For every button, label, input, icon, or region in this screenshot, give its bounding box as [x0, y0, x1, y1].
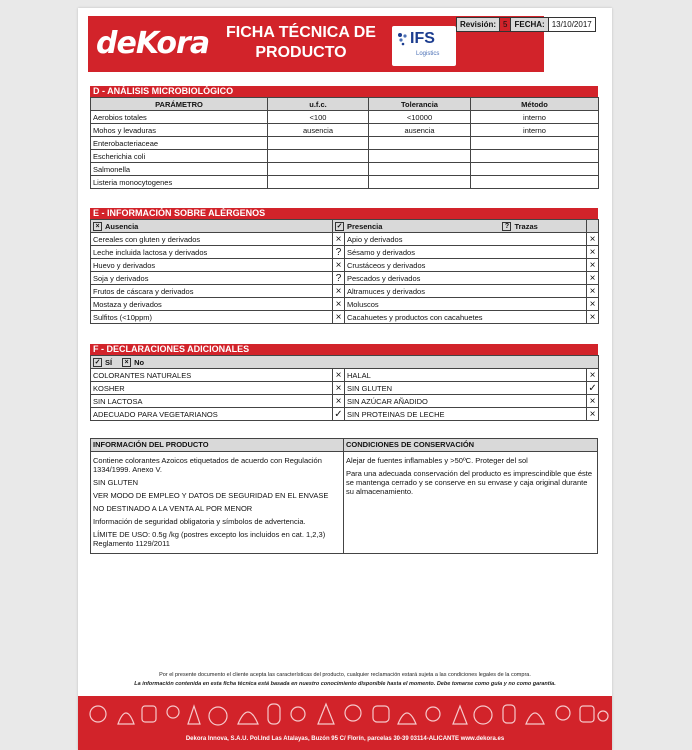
- value-cell: ausencia: [268, 124, 369, 137]
- status-mark-icon: ✓: [588, 382, 597, 394]
- value-cell: [369, 176, 471, 189]
- value-cell: [369, 137, 471, 150]
- item-label: Cacahuetes y productos con cacahuetes: [345, 311, 587, 324]
- document-page: [78, 8, 612, 750]
- allergen-legend-row: [91, 220, 599, 233]
- micro-row: [91, 111, 599, 124]
- micro-col-header: PARÁMETRO: [91, 98, 268, 111]
- allergen-row: [91, 311, 599, 324]
- storage-line: Para una adecuada conservación del producto es imprescindible que éste se mantenga cerrado y se conserve en su envase y caja original durante su almacenamiento.: [346, 469, 592, 496]
- value-cell: [471, 137, 599, 150]
- revision-value: 5: [499, 17, 511, 32]
- allergen-row: [91, 285, 599, 298]
- section-e-title: E - INFORMACIÓN SOBRE ALÉRGENOS: [90, 208, 598, 219]
- storage-title: CONDICIONES DE CONSERVACIÓN: [344, 439, 597, 452]
- ifs-dots-icon: [397, 32, 409, 46]
- item-label: COLORANTES NATURALES: [91, 369, 333, 382]
- value-cell: interno: [471, 111, 599, 124]
- item-label: Crustáceos y derivados: [345, 259, 587, 272]
- allergen-row: [91, 233, 599, 246]
- legend-check-icon: ✓: [336, 222, 343, 230]
- status-mark-icon: ×: [587, 369, 599, 382]
- parameter-cell: Mohos y levaduras: [91, 124, 268, 137]
- micro-header-row: [91, 98, 599, 111]
- value-cell: [471, 176, 599, 189]
- declaration-row: [91, 408, 599, 421]
- status-mark-icon: ×: [587, 395, 599, 408]
- section-d-title: D - ANÁLISIS MICROBIOLÓGICO: [90, 86, 598, 97]
- value-cell: [369, 150, 471, 163]
- title-line-1: FICHA TÉCNICA DE: [226, 24, 376, 41]
- storage-line: Alejar de fuentes inflamables y >50ºC. Proteger del sol: [346, 456, 528, 465]
- allergen-row: [91, 298, 599, 311]
- micro-col-header: u.f.c.: [268, 98, 369, 111]
- value-cell: ausencia: [369, 124, 471, 137]
- declaration-row: [91, 369, 599, 382]
- value-cell: interno: [471, 124, 599, 137]
- product-info-title: INFORMACIÓN DEL PRODUCTO: [91, 439, 343, 452]
- status-mark-icon: ×: [333, 311, 345, 324]
- parameter-cell: Listeria monocytogenes: [91, 176, 268, 189]
- item-label: Leche incluida lactosa y derivados: [91, 246, 333, 259]
- status-mark-icon: ×: [587, 408, 599, 421]
- item-label: Soja y derivados: [91, 272, 333, 285]
- legend-traces-label: Trazas: [514, 221, 538, 231]
- item-label: Huevo y derivados: [91, 259, 333, 272]
- parameter-cell: Escherichia coli: [91, 150, 268, 163]
- product-info-line: VER MODO DE EMPLEO Y DATOS DE SEGURIDAD EN EL ENVASE: [93, 491, 329, 500]
- legend-yes-check-icon: ✓: [94, 358, 101, 366]
- micro-row: [91, 137, 599, 150]
- value-cell: <100: [268, 111, 369, 124]
- item-label: ADECUADO PARA VEGETARIANOS: [91, 408, 333, 421]
- micro-row: [91, 150, 599, 163]
- product-info-line: LÍMITE DE USO: 0.5g /kg (postres excepto los incluidos en cat. 1,2,3) Reglamento 1129/2011: [93, 530, 326, 548]
- value-cell: [369, 163, 471, 176]
- allergen-table: [90, 219, 599, 324]
- item-label: Moluscos: [345, 298, 587, 311]
- legend-filler: [587, 220, 599, 233]
- value-cell: <10000: [369, 111, 471, 124]
- value-cell: [268, 163, 369, 176]
- item-label: HALAL: [345, 369, 587, 382]
- micro-col-header: Tolerancia: [369, 98, 471, 111]
- micro-row: [91, 163, 599, 176]
- status-mark-icon: ×: [333, 369, 345, 382]
- status-mark-icon: ×: [587, 285, 599, 298]
- legend-absence: [91, 220, 333, 233]
- product-info-line: SIN GLUTEN: [93, 478, 139, 487]
- value-cell: [471, 163, 599, 176]
- micro-col-header: Método: [471, 98, 599, 111]
- value-cell: [471, 150, 599, 163]
- legend-no-label: No: [134, 357, 145, 367]
- legend-question-icon: ?: [502, 222, 511, 231]
- product-info-line: Información de seguridad obligatoria y símbolos de advertencia.: [93, 517, 306, 526]
- revision-box: [456, 17, 595, 31]
- status-mark-icon: ×: [333, 298, 345, 311]
- legend-no-cross-icon: ×: [122, 358, 131, 367]
- item-label: SIN LACTOSA: [91, 395, 333, 408]
- date-label: FECHA:: [510, 17, 548, 32]
- status-mark-icon: ✓: [334, 408, 343, 420]
- parameter-cell: Enterobacteriaceae: [91, 137, 268, 150]
- allergen-row: [91, 246, 599, 259]
- declaration-row: [91, 382, 599, 395]
- date-value: 13/10/2017: [548, 17, 596, 32]
- legend-yes-label: SÍ: [105, 357, 113, 367]
- product-info: [91, 439, 344, 553]
- product-info-line: Contiene colorantes Azoicos etiquetados de acuerdo con Regulación 1334/1999. Anexo V.: [93, 456, 322, 474]
- status-mark-icon: ×: [587, 259, 599, 272]
- ifs-logo: [392, 26, 456, 66]
- status-mark-icon: ?: [333, 246, 345, 259]
- declarations-legend-row: [91, 356, 599, 369]
- declarations-table: [90, 355, 599, 421]
- declaration-row: [91, 395, 599, 408]
- status-mark-icon: ×: [587, 311, 599, 324]
- status-mark-icon: ?: [333, 272, 345, 285]
- status-mark-icon: ×: [587, 298, 599, 311]
- item-label: Apio y derivados: [345, 233, 587, 246]
- item-label: Cereales con gluten y derivados: [91, 233, 333, 246]
- status-mark-icon: ×: [333, 395, 345, 408]
- item-label: Frutos de cáscara y derivados: [91, 285, 333, 298]
- item-label: Pescados y derivados: [345, 272, 587, 285]
- status-mark-icon: ×: [333, 382, 345, 395]
- footer-note: La información contenida en esta ficha técnica está basada en nuestro conocimiento disponible hasta el momento. Debe tomarse como guía y no como garantía.: [134, 681, 556, 687]
- item-label: Mostaza y derivados: [91, 298, 333, 311]
- micro-table: [90, 97, 599, 189]
- status-mark-icon: ×: [333, 259, 345, 272]
- legend-presence: [333, 220, 587, 233]
- allergen-row: [91, 272, 599, 285]
- footer-banner: [78, 696, 612, 750]
- item-label: Sulfitos (<10ppm): [91, 311, 333, 324]
- sweets-pattern-icon: [78, 696, 612, 734]
- legend-cross-icon: ×: [93, 222, 102, 231]
- status-mark-icon: ×: [333, 285, 345, 298]
- value-cell: [268, 150, 369, 163]
- brand-logo: deKora: [96, 26, 210, 61]
- product-info-line: NO DESTINADO A LA VENTA AL POR MENOR: [93, 504, 253, 513]
- parameter-cell: Aerobios totales: [91, 111, 268, 124]
- declarations-legend: [91, 356, 599, 369]
- micro-row: [91, 176, 599, 189]
- info-section: [90, 438, 598, 554]
- item-label: KOSHER: [91, 382, 333, 395]
- ifs-logo-subtitle: Logistics: [416, 51, 440, 57]
- footer-disclaimer: Por el presente documento el cliente acepta las características del producto, cualquier reclamación estará sujeta a las condiciones legales de la compra.: [159, 672, 531, 678]
- status-mark-icon: ×: [587, 246, 599, 259]
- legend-absence-label: Ausencia: [105, 221, 139, 231]
- value-cell: [268, 176, 369, 189]
- legend-presence-label: Presencia: [347, 221, 383, 231]
- status-mark-icon: ×: [587, 272, 599, 285]
- item-label: Sésamo y derivados: [345, 246, 587, 259]
- allergen-row: [91, 259, 599, 272]
- item-label: Altramuces y derivados: [345, 285, 587, 298]
- value-cell: [268, 137, 369, 150]
- item-label: SIN AZÚCAR AÑADIDO: [345, 395, 587, 408]
- item-label: SIN PROTEINAS DE LECHE: [345, 408, 587, 421]
- item-label: SIN GLUTEN: [345, 382, 587, 395]
- storage-conditions: [344, 439, 597, 553]
- status-mark-icon: ×: [587, 233, 599, 246]
- status-mark-icon: ×: [333, 233, 345, 246]
- revision-label: Revisión:: [456, 17, 500, 32]
- footer-address: Dekora Innova, S.A.U. Pol.Ind Las Atalayas, Buzón 95 C/ Florín, parcelas 30-39 03114-ALICANTE www.dekora.es: [185, 736, 505, 742]
- micro-row: [91, 124, 599, 137]
- section-f-title: F - DECLARACIONES ADICIONALES: [90, 344, 598, 355]
- document-title: [216, 23, 386, 63]
- parameter-cell: Salmonella: [91, 163, 268, 176]
- ifs-logo-text: IFS: [410, 30, 435, 47]
- title-line-2: PRODUCTO: [255, 44, 347, 61]
